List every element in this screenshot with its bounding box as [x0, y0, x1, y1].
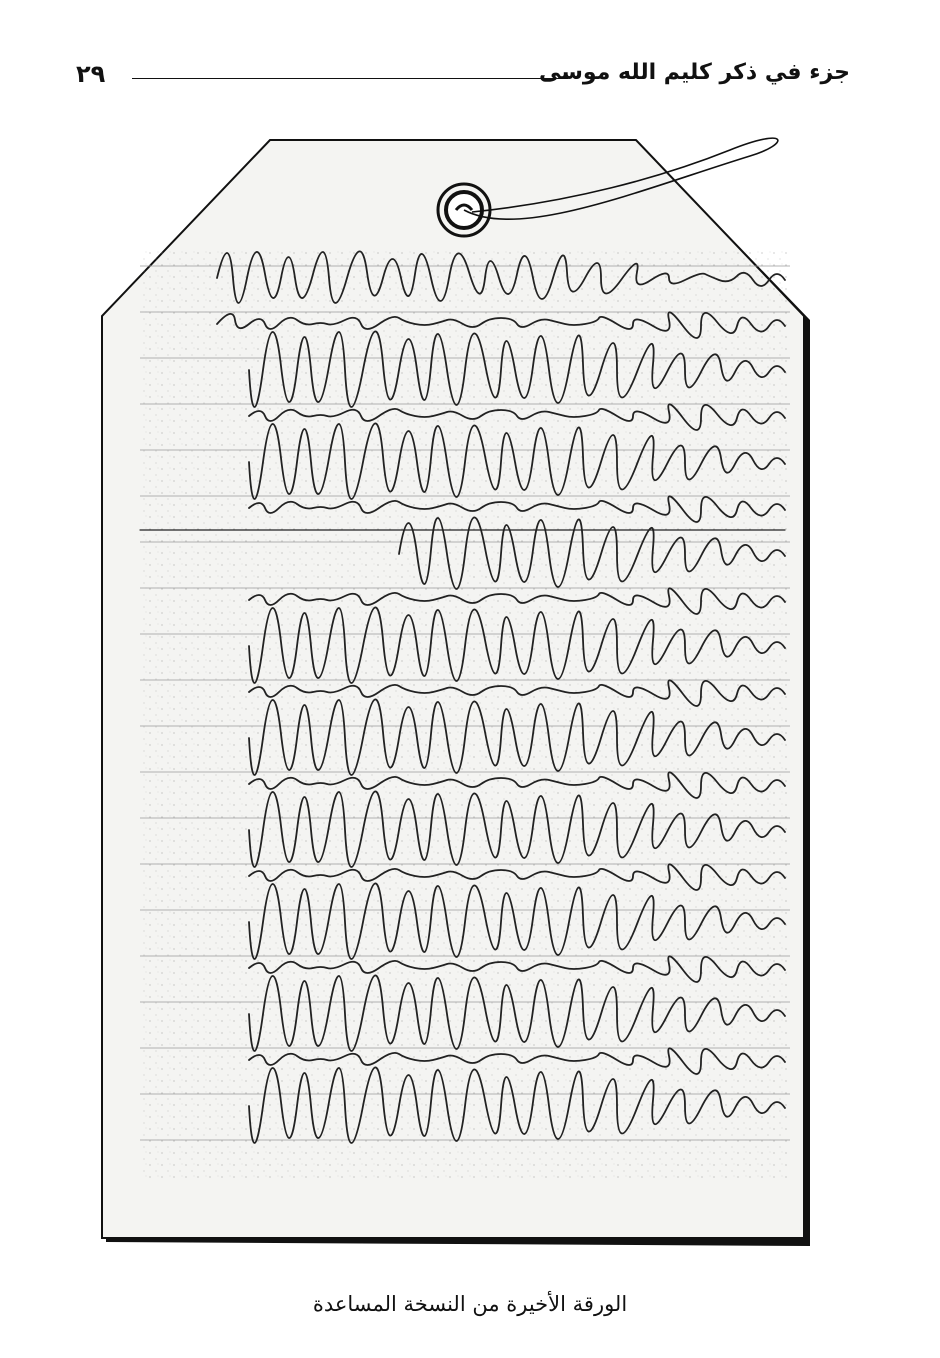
running-header: [70, 58, 850, 98]
manuscript-image: [100, 130, 820, 1255]
running-title: جزء في ذكر كليم الله موسى: [539, 60, 850, 85]
figure-caption: الورقة الأخيرة من النسخة المساعدة: [312, 1292, 628, 1316]
page-number: ٢٩: [76, 60, 106, 88]
header-rule: [132, 78, 568, 79]
manuscript-tag-drawing: [100, 130, 820, 1255]
